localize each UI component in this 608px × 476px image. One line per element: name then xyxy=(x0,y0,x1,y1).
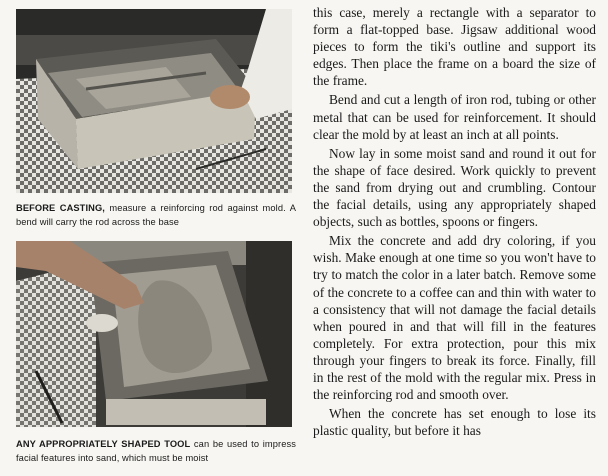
caption-text: can be used to impress facial features into sand, which must be moist xyxy=(16,439,296,463)
article-paragraph: When the concrete has set enough to lose its plastic quality, but before it has xyxy=(313,406,596,439)
photo-caption-1 xyxy=(16,201,296,229)
mold-photo-illustration xyxy=(16,9,292,193)
sand-shaping-illustration xyxy=(16,241,292,427)
article-paragraph: Mix the concrete and add dry coloring, if you wish. Make enough at one time so you won't have to try to match the color in a later batch. Remove some of the concrete to a coffee can and thin with water to a consistency that will not damage the facial details when poured in and that will fill in the features completely. For extra protection, pour this mix through your fingers to break its force. Finally, fill in the rest of the mold with the regular mix. Press in the reinforcing rod and smooth over. xyxy=(313,233,596,403)
photo-caption-2 xyxy=(16,437,296,465)
article-body xyxy=(313,4,596,439)
article-paragraph: Now lay in some moist sand and round it out for the shape of face desired. Work quickly to prevent the sand from drying out and crumbling. Contour the facial details, using any appropriately shaped objects, such as bottles, spoons or fingers. xyxy=(313,145,596,230)
caption-lead: BEFORE CASTING, xyxy=(16,203,105,213)
article-paragraph: Bend and cut a length of iron rod, tubing or other metal that can be used for reinforcement. It should clear the mold by at least an inch at all points. xyxy=(313,92,596,142)
photo-before-casting xyxy=(16,9,292,193)
caption-lead: ANY APPROPRIATELY SHAPED TOOL xyxy=(16,439,191,449)
caption-text: measure a reinforcing rod against mold. A bend will carry the rod across the base xyxy=(16,203,296,227)
photo-shaping-tool xyxy=(16,241,292,427)
article-paragraph: this case, merely a rectangle with a separator to form a flat-topped base. Jigsaw additional wood pieces to form the tiki's outline and support its edges. Then place the frame on a board the size of the frame. xyxy=(313,5,596,89)
